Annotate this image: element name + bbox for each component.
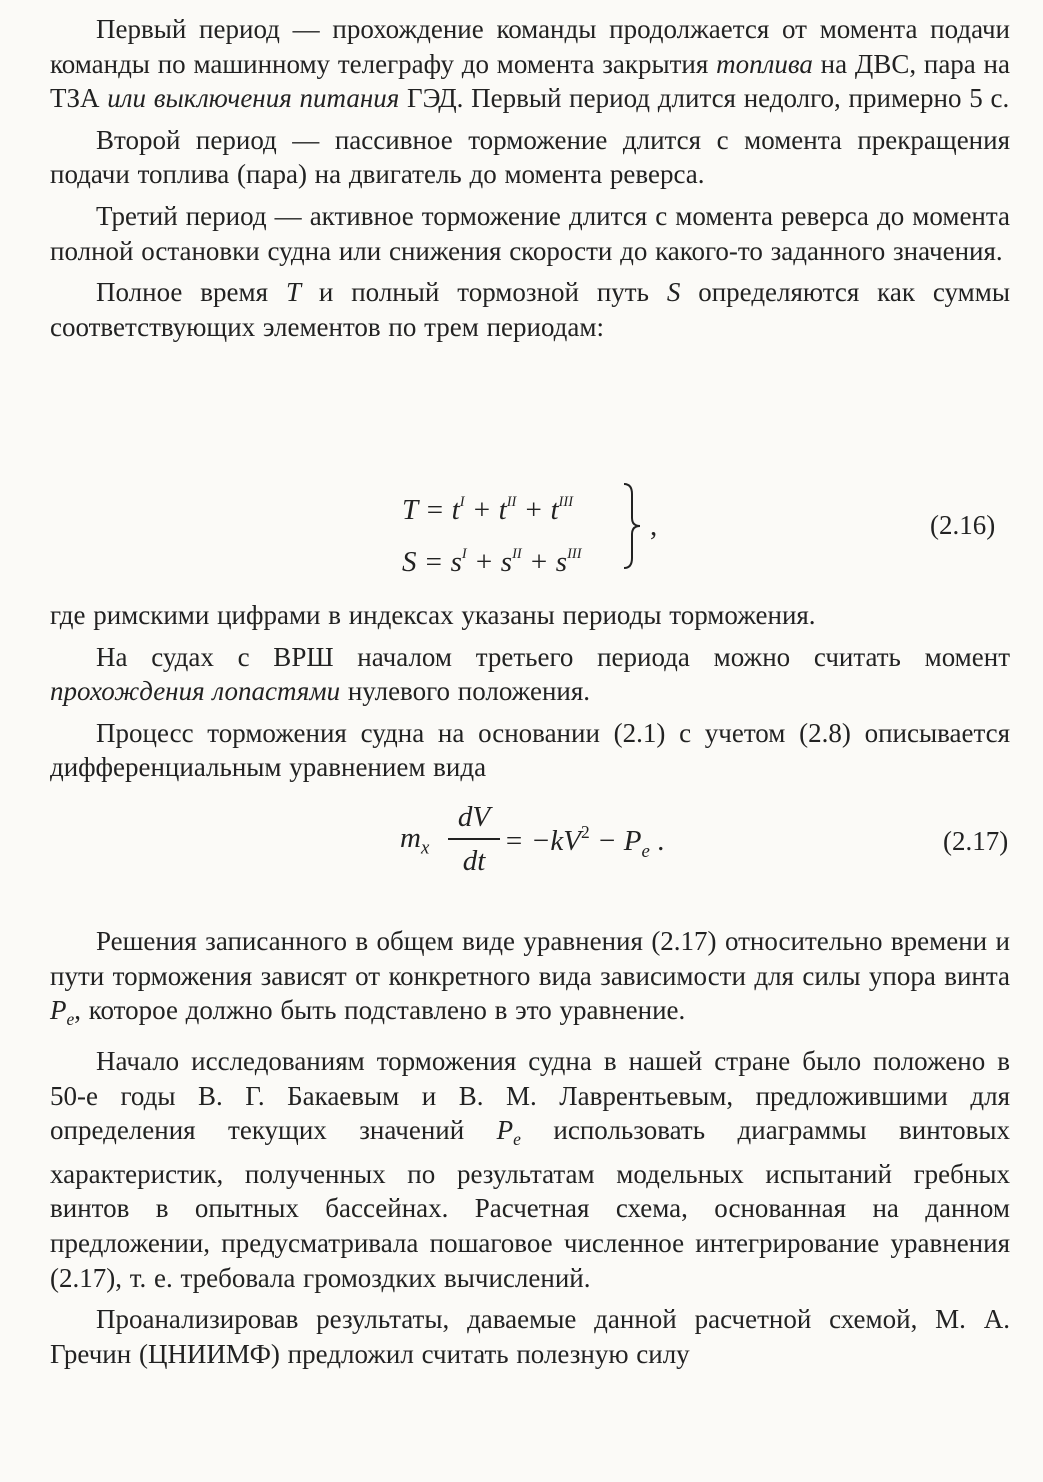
variable-subscript: e (66, 1009, 75, 1030)
paragraph-solutions (50, 924, 1010, 1037)
variable-s: S (666, 277, 681, 308)
paragraph-text: На судах с ВРШ началом третьего периода можно считать момент (96, 641, 1010, 672)
variable-t: T (285, 277, 301, 308)
equation-line-time: $T = t^I + t^{II} + t^{III}$ (402, 494, 574, 527)
right-brace (622, 482, 644, 570)
paragraph-italic: или выключения питания (107, 83, 400, 114)
fraction-numerator: dV (457, 801, 491, 833)
equation-number-2-16: (2.16) (930, 510, 996, 540)
paragraph-braking-process: Процесс торможения судна на основании (2.1) с учетом (2.8) описывается дифференциальным уравнением вида (50, 717, 1010, 783)
paragraph-text: на ДВС, пара на ТЗА (50, 48, 1010, 114)
fraction-denominator: dt (462, 845, 486, 877)
paragraph-grechin: Проанализировав результаты, даваемые данной расчетной схемой, М. А. Гречин (ЦНИИМФ) предложил считать полезную силу (50, 1304, 1010, 1369)
paragraph-first-period (50, 12, 1010, 116)
variable-subscript: e (513, 1129, 521, 1150)
text-block-top (50, 12, 1010, 344)
paragraph-text: Решения записанного в общем виде уравнения (2.17) относительно времени и пути торможения зависят от конкретного вида зависимости для силы упора винта (50, 926, 1010, 991)
equation-2-17 (0, 798, 1043, 898)
paragraph-text: Полное время (96, 277, 286, 308)
paragraph-total-time (50, 275, 1010, 344)
equation-2-17-body (400, 798, 700, 888)
equation-number-2-17: (2.17) (943, 826, 1009, 856)
equation-2-16-lines (402, 480, 582, 584)
equation-2-16 (0, 480, 1043, 580)
paragraph-second-period: Второй период — пассивное торможение длится с момента прекращения подачи топлива (пара) на двигатель до момента реверса. (50, 124, 1010, 190)
equation-mass: $m_x$ (400, 822, 430, 859)
paragraph-text: ГЭД. Первый период длится недолго, примерно 5 с. (399, 83, 1010, 114)
paragraph-third-period: Третий период — активное торможение длится с момента реверса до момента полной остановки судна или снижения скорости до какого-то заданного значения. (50, 200, 1010, 266)
paragraph-italic: прохождения лопастями (50, 676, 341, 707)
variable-p: P (496, 1115, 514, 1146)
equation-rhs: = $-kV^2 - P_e$ . (504, 822, 665, 862)
paragraph-text: использовать диаграммы винтовых характеристик, полученных по результатам модельных испытаний гребных винтов в опытных бассейнах. Расчетная схема, основанная на данном предложении, предусматривала пошаговое численное интегрирование уравнения (2.17), т. е. требовала громоздких вычислений. (50, 1115, 1010, 1293)
paragraph-text: , которое должно быть подставлено в это уравнение. (74, 995, 686, 1026)
variable-p: P (50, 995, 67, 1026)
fraction-bar (448, 838, 500, 840)
paragraph-text: Первый период — прохождение команды продолжается от момента подачи команды по машинному телеграфу до момента закрытия (50, 14, 1010, 79)
paragraph-vrsh (50, 640, 1010, 709)
paragraph-roman-indices: где римскими цифрами в индексах указаны периоды торможения. (50, 600, 816, 630)
text-block-middle (50, 598, 1010, 785)
equation-comma: , (650, 510, 658, 542)
paragraph-text: Начало исследованиям торможения судна в нашей стране было положено в 50-е годы В. Г. Бакаевым и В. М. Лаврентьевым, предложившими для определения текущих значений (50, 1045, 1010, 1146)
paragraph-italic: топлива (716, 48, 813, 79)
paragraph-text: нулевого положения. (340, 676, 591, 707)
paragraph-text: и полный тормозной путь (300, 277, 667, 308)
text-block-bottom (50, 924, 1010, 1371)
paragraph-research-history (50, 1044, 1010, 1295)
equation-fraction (448, 798, 500, 880)
equation-line-distance: $S = s^I + s^{II} + s^{III}$ (402, 546, 582, 579)
paragraph-text: определяются как суммы соответствующих элементов по трем периодам: (50, 277, 1010, 342)
